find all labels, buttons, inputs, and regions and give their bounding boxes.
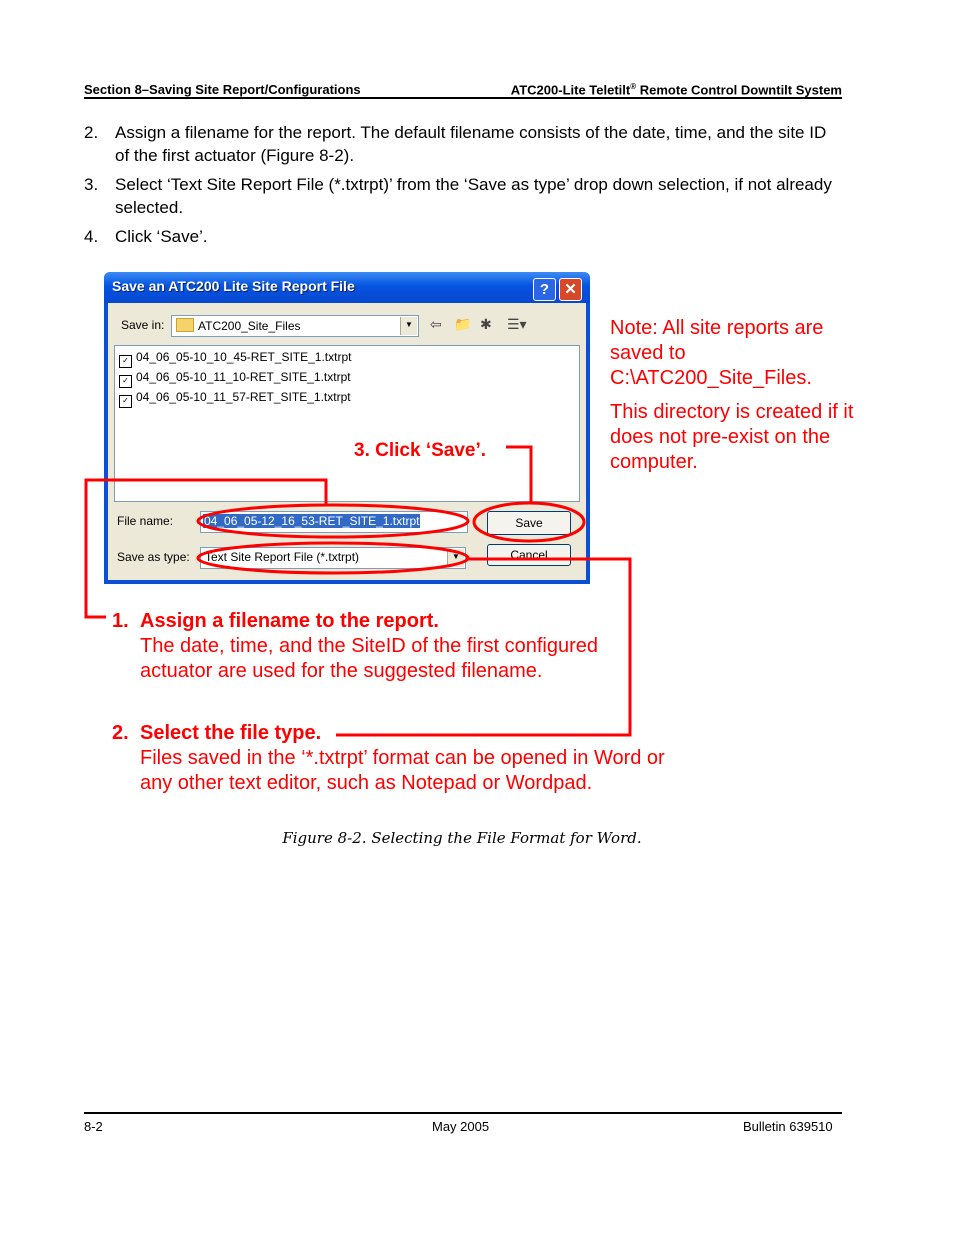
- file-icon: ✓: [119, 375, 132, 388]
- save-type-value: Text Site Report File (*.txtrpt): [205, 550, 360, 564]
- save-button[interactable]: Save: [487, 511, 571, 535]
- annotation-number: 2.: [112, 722, 129, 744]
- dialog-title: Save an ATC200 Lite Site Report File: [112, 278, 355, 294]
- annotation-select-type: [112, 721, 672, 796]
- step-number: 3.: [84, 175, 99, 194]
- close-button[interactable]: ✕: [559, 278, 582, 301]
- save-type-label: Save as type:: [117, 550, 190, 564]
- header-product-suffix: Remote Control Downtilt System: [636, 82, 842, 98]
- filename-ellipse: [198, 505, 468, 537]
- savetype-ellipse: [198, 543, 468, 573]
- file-name-value: 04_06_05-12_16_53-RET_SITE_1.txtrpt: [204, 514, 420, 528]
- annotation-heading: Select the file type.: [140, 722, 322, 744]
- annotation-body: Files saved in the ‘*.txtrpt’ format can be opened in Word or any other text editor, such as Notepad or Wordpad.: [140, 747, 665, 794]
- step-text: Click ‘Save’.: [115, 227, 208, 246]
- file-name: 04_06_05-10_10_45-RET_SITE_1.txtrpt: [136, 350, 352, 364]
- file-icon: ✓: [119, 395, 132, 408]
- chevron-down-icon[interactable]: ▼: [400, 317, 417, 335]
- step-number: 2.: [84, 123, 99, 142]
- callout-line-1: [86, 480, 326, 617]
- footer-page-number: 8-2: [84, 1119, 103, 1134]
- footer-rule: [84, 1112, 842, 1114]
- view-menu-icon[interactable]: ☰▾: [507, 316, 527, 332]
- up-folder-icon[interactable]: 📁: [454, 316, 472, 332]
- back-icon[interactable]: ⇦: [430, 316, 442, 332]
- step-text: Assign a filename for the report. The default filename consists of the date, time, and the site ID of the first actuator (Figure 8-2).: [115, 123, 827, 165]
- annotation-number: 1.: [112, 610, 129, 632]
- step-text: Select ‘Text Site Report File (*.txtrpt)’ from the ‘Save as type’ drop down selection, if not already selected.: [115, 175, 832, 217]
- new-folder-icon[interactable]: ✱: [480, 316, 492, 332]
- footer-bulletin: Bulletin 639510: [743, 1119, 833, 1134]
- annotation-assign-filename: [112, 609, 672, 684]
- registered-mark: ®: [630, 82, 637, 91]
- file-name: 04_06_05-10_11_10-RET_SITE_1.txtrpt: [136, 370, 351, 384]
- annotation-body: The date, time, and the SiteID of the first configured actuator are used for the suggested filename.: [140, 635, 599, 682]
- step-number: 4.: [84, 227, 99, 246]
- file-name: 04_06_05-10_11_57-RET_SITE_1.txtrpt: [136, 390, 351, 404]
- footer-date: May 2005: [432, 1119, 490, 1134]
- save-button-ellipse: [474, 503, 584, 541]
- callout-click-save: 3. Click ‘Save’.: [354, 440, 487, 461]
- file-icon: ✓: [119, 355, 132, 368]
- figure-caption: Figure 8-2. Selecting the File Format for Word.: [282, 829, 642, 847]
- save-in-text: ATC200_Site_Files: [198, 319, 301, 333]
- callout-line-3: [506, 447, 531, 503]
- note-directory: Note: All site reports are saved to C:\ATC200_Site_Files.: [610, 317, 824, 389]
- help-button[interactable]: ?: [533, 278, 556, 301]
- note-created: This directory is created if it does not pre-exist on the computer.: [610, 401, 854, 473]
- note-box: [610, 316, 860, 484]
- save-in-label: Save in:: [121, 318, 165, 332]
- header-section-title: Section 8–Saving Site Report/Configurations: [84, 82, 361, 97]
- chevron-down-icon[interactable]: ▼: [447, 549, 464, 567]
- cancel-button[interactable]: Cancel: [487, 544, 571, 566]
- header-product-name: ATC200-Lite Teletilt: [510, 82, 631, 98]
- file-name-label: File name:: [117, 514, 174, 528]
- annotation-heading: Assign a filename to the report.: [140, 610, 439, 632]
